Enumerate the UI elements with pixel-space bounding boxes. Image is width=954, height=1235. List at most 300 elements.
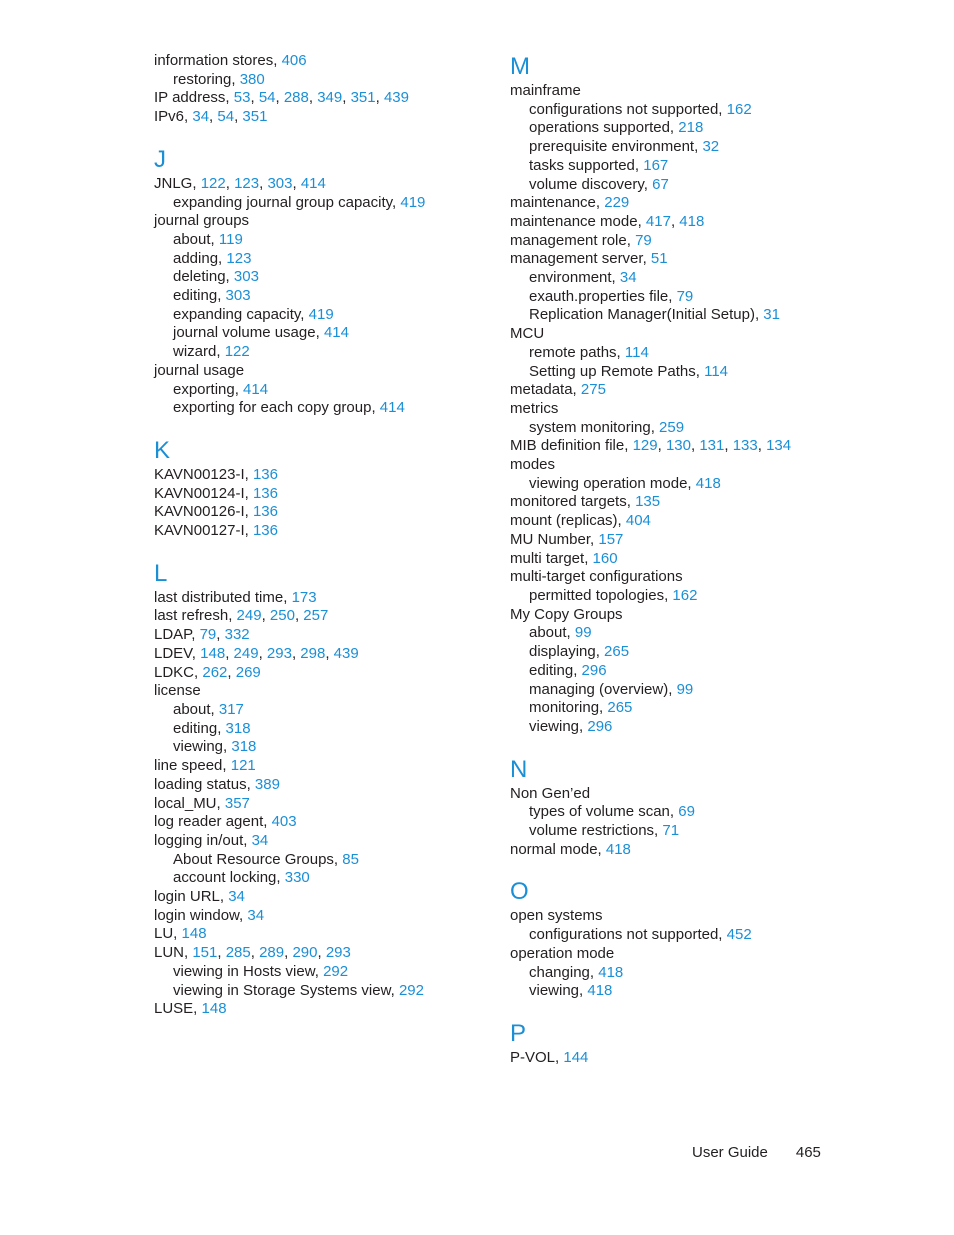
page-link[interactable]: 452 — [726, 926, 752, 944]
index-letter-heading: P — [510, 1019, 527, 1047]
index-term: about, — [173, 230, 219, 248]
index-letter-heading: K — [154, 436, 171, 464]
index-letter-heading: M — [510, 53, 530, 80]
page-link[interactable]: 406 — [281, 52, 307, 69]
page-link[interactable]: 351 — [242, 108, 268, 126]
page-link[interactable]: 122 — [224, 343, 250, 361]
index-term: MIB definition file, — [510, 437, 633, 455]
index-subentry — [510, 982, 850, 1001]
index-term: modes — [510, 456, 556, 474]
page-link[interactable]: 289 — [259, 944, 285, 962]
index-entry — [154, 212, 494, 231]
index-term: open systems — [510, 907, 603, 925]
index-entry — [154, 813, 494, 832]
page-link[interactable]: 71 — [662, 822, 680, 840]
page-link[interactable]: 54 — [217, 108, 235, 126]
page-link[interactable]: 136 — [252, 503, 278, 521]
index-term: last refresh, — [154, 607, 237, 625]
page-link[interactable]: 288 — [283, 89, 309, 107]
page-link[interactable]: 298 — [300, 644, 326, 662]
index-term: line speed, — [154, 757, 231, 775]
index-entry — [154, 52, 494, 71]
index-term: permitted topologies, — [529, 586, 673, 604]
index-subentry — [154, 231, 494, 250]
index-subentry — [510, 101, 850, 120]
index-term: Setting up Remote Paths, — [529, 362, 705, 380]
page-link[interactable]: 136 — [252, 465, 278, 483]
page-link[interactable]: 249 — [236, 607, 262, 625]
page-link[interactable]: 404 — [625, 512, 651, 530]
page-link[interactable]: 419 — [308, 305, 334, 323]
page-link[interactable]: 99 — [676, 680, 694, 698]
page-link[interactable]: 114 — [704, 362, 729, 380]
index-term: exporting, — [173, 380, 244, 398]
index-term: expanding capacity, — [173, 305, 309, 323]
page-link[interactable]: 173 — [291, 588, 317, 606]
page-link[interactable]: 129 — [632, 437, 658, 455]
index-term: types of volume scan, — [529, 803, 679, 821]
page-link[interactable]: 162 — [672, 586, 698, 604]
page-link[interactable]: 317 — [218, 700, 244, 718]
page-link[interactable]: 131 — [699, 437, 725, 455]
index-subentry — [154, 71, 494, 90]
index-term: expanding journal group capacity, — [173, 193, 401, 211]
index-term: monitored targets, — [510, 493, 636, 511]
index-term: operations supported, — [529, 119, 679, 137]
index-subentry — [510, 718, 850, 737]
index-entry — [154, 362, 494, 381]
index-entry — [510, 907, 850, 926]
page-link[interactable]: 293 — [325, 944, 351, 962]
index-term: MU Number, — [510, 530, 599, 548]
page-link[interactable]: 148 — [181, 925, 207, 943]
index-entry — [154, 503, 494, 522]
index-entry — [154, 522, 494, 541]
page-link[interactable]: 51 — [650, 250, 668, 268]
page-link[interactable]: 54 — [258, 89, 276, 107]
index-term: last distributed time, — [154, 588, 292, 606]
page-link[interactable]: 133 — [732, 437, 758, 455]
index-subentry — [510, 119, 850, 138]
index-term: KAVN00126-I, — [154, 503, 253, 521]
index-term: tasks supported, — [529, 156, 644, 174]
index-term: exporting for each copy group, — [173, 399, 380, 417]
index-term: LDEV, — [154, 644, 201, 662]
index-subentry — [154, 701, 494, 720]
page-link[interactable]: 380 — [239, 70, 265, 88]
index-subentry — [154, 324, 494, 343]
index-subentry — [510, 269, 850, 288]
index-subentry — [510, 306, 850, 325]
page-link[interactable]: 53 — [233, 89, 251, 107]
page-link[interactable]: 318 — [225, 719, 251, 737]
page-link[interactable]: 31 — [763, 306, 780, 324]
index-entry: LDKC, 262, 269 — [154, 663, 261, 681]
index-subentry — [510, 138, 850, 157]
page-link[interactable]: 250 — [269, 607, 295, 625]
index-subentry — [154, 194, 494, 213]
index-term: journal groups — [154, 212, 250, 230]
index-term: LUSE, — [154, 1000, 202, 1018]
index-term: viewing operation mode, — [529, 474, 696, 492]
index-term: KAVN00127-I, — [154, 522, 253, 540]
page-link[interactable]: 418 — [605, 840, 631, 858]
index-entry — [510, 785, 850, 804]
section-gap — [510, 859, 850, 877]
index-term: LDKC, — [154, 663, 203, 681]
index-subentry — [154, 982, 494, 1001]
index-subentry — [510, 926, 850, 945]
index-term: management role, — [510, 231, 636, 249]
index-term: viewing in Hosts view, — [173, 962, 324, 980]
index-term: IP address, — [154, 89, 234, 107]
index-entry — [510, 945, 850, 964]
section-gap — [510, 737, 850, 755]
index-term: maintenance mode, — [510, 212, 646, 230]
page-link[interactable]: 265 — [607, 699, 633, 717]
index-term: LUN, — [154, 944, 193, 962]
page-link[interactable]: 130 — [665, 437, 691, 455]
page-link[interactable]: 34 — [228, 888, 245, 906]
index-entry — [510, 456, 850, 475]
page-link[interactable]: 136 — [252, 522, 278, 540]
index-entry — [154, 907, 494, 926]
index-term: KAVN00123-I, — [154, 465, 253, 483]
page-link[interactable]: 34 — [619, 269, 637, 287]
index-term: editing, — [173, 719, 226, 737]
page-link[interactable]: 403 — [271, 813, 297, 831]
index-term: mount (replicas), — [510, 512, 626, 530]
index-subentry — [510, 344, 850, 363]
index-entry — [510, 250, 850, 269]
section-gap — [154, 541, 494, 559]
index-subentry — [510, 157, 850, 176]
index-entry — [154, 485, 494, 504]
index-term: Non Gen’ed — [510, 784, 591, 802]
index-term: deleting, — [173, 268, 234, 286]
index-subentry — [510, 803, 850, 822]
index-entry — [510, 325, 850, 344]
index-term: adding, — [173, 249, 227, 267]
index-letter-heading: N — [510, 755, 528, 783]
index-term: remote paths, — [529, 343, 625, 361]
page-link[interactable]: 290 — [292, 944, 318, 962]
index-term: exauth.properties file, — [529, 287, 677, 305]
index-subentry — [510, 475, 850, 494]
index-term: multi-target configurations — [510, 568, 683, 586]
page-link[interactable]: 123 — [234, 174, 260, 192]
index-term: My Copy Groups — [510, 605, 623, 623]
index-term: LU, — [154, 925, 182, 943]
index-term: viewing in Storage Systems view, — [173, 981, 399, 999]
page-link[interactable]: 79 — [199, 626, 217, 644]
index-subentry — [510, 288, 850, 307]
page-link[interactable]: 265 — [604, 643, 630, 661]
index-term: journal usage — [154, 361, 245, 379]
page-link[interactable]: 144 — [563, 1048, 589, 1066]
footer-guide-label: User Guide — [692, 1144, 768, 1161]
index-entry — [154, 466, 494, 485]
page-link[interactable]: 114 — [624, 343, 649, 361]
page-link[interactable]: 162 — [726, 100, 752, 118]
index-term: About Resource Groups, — [173, 850, 343, 868]
index-subentry — [510, 964, 850, 983]
index-column-right — [510, 52, 850, 1068]
page-link[interactable]: 303 — [233, 268, 259, 286]
page-link[interactable]: 136 — [252, 484, 278, 502]
page-link[interactable]: 34 — [251, 831, 269, 849]
index-term: IPv6, — [154, 108, 193, 126]
index-entry — [510, 400, 850, 419]
index-entry: IP address, 53, 54, 288, 349, 351, 439 — [154, 89, 409, 107]
index-subentry — [154, 381, 494, 400]
page-link[interactable]: 349 — [317, 89, 343, 107]
index-entry — [154, 832, 494, 851]
page-link[interactable]: 119 — [218, 230, 243, 248]
index-entry — [510, 194, 850, 213]
index-term: monitoring, — [529, 699, 608, 717]
index-term: mainframe — [510, 82, 581, 99]
index-entry — [154, 757, 494, 776]
index-entry — [154, 925, 494, 944]
index-term: account locking, — [173, 869, 285, 887]
index-term: viewing, — [529, 717, 588, 735]
index-subentry — [510, 643, 850, 662]
index-term: normal mode, — [510, 840, 606, 858]
page-link[interactable]: 439 — [333, 644, 359, 662]
index-entry: maintenance mode, 417, 418 — [510, 212, 705, 230]
page-link[interactable]: 148 — [200, 644, 226, 662]
page-link[interactable]: 269 — [235, 663, 261, 681]
index-entry: MIB definition file, 129, 130, 131, 133, 134 — [510, 437, 792, 455]
page-link[interactable]: 121 — [230, 757, 256, 775]
index-entry — [154, 776, 494, 795]
index-term: viewing, — [173, 738, 232, 756]
page-link[interactable]: 285 — [225, 944, 251, 962]
footer-page-number: 465 — [795, 1144, 821, 1161]
index-term: Replication Manager(Initial Setup), — [529, 306, 764, 324]
index-term: metrics — [510, 399, 559, 417]
page-link[interactable]: 419 — [400, 193, 426, 211]
page-link[interactable]: 332 — [224, 626, 250, 644]
page-link[interactable]: 79 — [635, 231, 652, 249]
page-link[interactable]: 414 — [243, 380, 269, 398]
page-link[interactable]: 292 — [323, 962, 349, 980]
index-term: changing, — [529, 963, 599, 981]
index-subentry — [154, 343, 494, 362]
index-subentry — [154, 851, 494, 870]
index-term: local_MU, — [154, 794, 225, 812]
index-entry: LUN, 151, 285, 289, 290, 293 — [154, 944, 351, 962]
page-link[interactable]: 218 — [678, 119, 704, 137]
page-link[interactable]: 85 — [342, 850, 359, 868]
index-letter-heading: J — [154, 145, 166, 173]
index-subentry — [154, 720, 494, 739]
index-entry — [154, 682, 494, 701]
index-term: maintenance, — [510, 194, 605, 212]
index-entry — [510, 1049, 850, 1068]
index-term: KAVN00124-I, — [154, 484, 253, 502]
page-link[interactable]: 418 — [695, 474, 721, 492]
section-gap — [510, 1001, 850, 1019]
index-term: about, — [173, 700, 219, 718]
page-link[interactable]: 160 — [592, 549, 618, 567]
index-term: managing (overview), — [529, 680, 677, 698]
index-term: login URL, — [154, 888, 229, 906]
index-entry — [154, 1000, 494, 1019]
index-entry — [510, 381, 850, 400]
index-term: displaying, — [529, 643, 605, 661]
index-subentry — [510, 699, 850, 718]
page-link[interactable]: 351 — [350, 89, 376, 107]
index-entry — [510, 531, 850, 550]
index-entry — [154, 589, 494, 608]
index-subentry — [154, 963, 494, 982]
page-link[interactable]: 418 — [679, 212, 705, 230]
page-link[interactable]: 293 — [266, 644, 292, 662]
index-subentry — [510, 662, 850, 681]
index-term: system monitoring, — [529, 418, 660, 436]
index-term: configurations not supported, — [529, 100, 727, 118]
index-subentry — [510, 822, 850, 841]
index-subentry — [510, 587, 850, 606]
page-link[interactable]: 229 — [604, 194, 630, 212]
index-entry — [510, 606, 850, 625]
index-entry — [510, 232, 850, 251]
page-link[interactable]: 439 — [383, 89, 409, 107]
index-term: environment, — [529, 269, 620, 287]
page-link[interactable]: 69 — [678, 803, 695, 821]
index-entry — [510, 841, 850, 860]
index-subentry — [154, 268, 494, 287]
page-link[interactable]: 34 — [247, 906, 265, 924]
section-gap — [154, 127, 494, 145]
index-term: P-VOL, — [510, 1048, 564, 1066]
index-entry — [154, 888, 494, 907]
index-term: log reader agent, — [154, 813, 272, 831]
page-link[interactable]: 249 — [233, 644, 259, 662]
page-link[interactable]: 330 — [284, 869, 310, 887]
index-subentry — [154, 287, 494, 306]
page-link[interactable]: 303 — [225, 287, 251, 305]
index-column-left — [154, 52, 494, 1019]
index-entry: last refresh, 249, 250, 257 — [154, 607, 329, 625]
index-term: information stores, — [154, 52, 282, 69]
page-link[interactable]: 167 — [643, 156, 669, 174]
page-link[interactable]: 151 — [192, 944, 218, 962]
page-link[interactable]: 148 — [201, 1000, 227, 1018]
page-link[interactable]: 296 — [581, 661, 607, 679]
page-link[interactable]: 34 — [192, 108, 210, 126]
index-subentry — [510, 363, 850, 382]
index-term: metadata, — [510, 381, 581, 399]
page-link[interactable]: 318 — [231, 738, 257, 756]
index-letter-heading: L — [154, 559, 168, 587]
index-term: license — [154, 682, 201, 700]
section-gap — [154, 418, 494, 436]
index-term: MCU — [510, 325, 545, 343]
index-subentry — [154, 869, 494, 888]
index-subentry — [510, 419, 850, 438]
index-entry — [154, 795, 494, 814]
index-term: editing, — [529, 661, 582, 679]
page-link[interactable]: 275 — [580, 381, 606, 399]
page-link[interactable]: 389 — [254, 775, 280, 793]
index-term: LDAP, — [154, 626, 200, 644]
page-link[interactable]: 122 — [200, 174, 226, 192]
index-entry: IPv6, 34, 54, 351 — [154, 108, 268, 126]
page-link[interactable]: 414 — [323, 324, 349, 342]
page-link[interactable]: 257 — [303, 607, 329, 625]
index-term: restoring, — [173, 70, 240, 88]
page-link[interactable]: 134 — [766, 437, 792, 455]
page-link[interactable]: 99 — [574, 624, 592, 642]
index-term: about, — [529, 624, 575, 642]
index-entry: LDEV, 148, 249, 293, 298, 439 — [154, 644, 359, 662]
index-subentry — [510, 176, 850, 195]
page-link[interactable]: 259 — [659, 418, 685, 436]
page-link[interactable]: 357 — [224, 794, 250, 812]
page-link[interactable]: 414 — [379, 399, 405, 417]
index-subentry — [510, 624, 850, 643]
page-link[interactable]: 123 — [226, 249, 252, 267]
page-link[interactable]: 157 — [598, 530, 624, 548]
index-subentry — [154, 738, 494, 757]
index-entry — [510, 512, 850, 531]
index-term: wizard, — [173, 343, 225, 361]
index-entry: JNLG, 122, 123, 303, 414 — [154, 174, 326, 192]
page-link[interactable]: 418 — [587, 982, 613, 1000]
index-subentry — [154, 250, 494, 269]
index-letter-heading: O — [510, 878, 529, 906]
page-link[interactable]: 414 — [300, 174, 326, 192]
page-link[interactable]: 67 — [652, 175, 669, 193]
index-term: volume restrictions, — [529, 822, 663, 840]
page-link[interactable]: 418 — [598, 963, 624, 981]
index-term: management server, — [510, 250, 651, 268]
page-link[interactable]: 262 — [202, 663, 228, 681]
page-link[interactable]: 417 — [645, 212, 671, 230]
index-term: login window, — [154, 906, 248, 924]
index-entry: LDAP, 79, 332 — [154, 626, 250, 644]
index-entry — [510, 550, 850, 569]
index-term: multi target, — [510, 549, 593, 567]
page-link[interactable]: 135 — [635, 493, 661, 511]
index-term: operation mode — [510, 944, 615, 962]
page-link[interactable]: 79 — [676, 287, 694, 305]
page-link[interactable]: 292 — [398, 981, 424, 999]
page-link[interactable]: 296 — [587, 717, 613, 735]
index-term: viewing, — [529, 982, 588, 1000]
index-entry — [510, 493, 850, 512]
page-link[interactable]: 303 — [267, 174, 293, 192]
index-term: volume discovery, — [529, 175, 653, 193]
index-term: prerequisite environment, — [529, 138, 703, 156]
page-footer — [692, 1143, 821, 1163]
index-term: editing, — [173, 287, 226, 305]
index-term: journal volume usage, — [173, 324, 324, 342]
index-term: loading status, — [154, 775, 255, 793]
index-subentry — [154, 306, 494, 325]
page-link[interactable]: 32 — [702, 138, 720, 156]
index-entry — [510, 568, 850, 587]
index-subentry — [510, 681, 850, 700]
index-term: configurations not supported, — [529, 926, 727, 944]
index-entry — [510, 82, 850, 101]
index-subentry — [154, 399, 494, 418]
index-term: JNLG, — [154, 174, 201, 192]
index-term: logging in/out, — [154, 831, 252, 849]
